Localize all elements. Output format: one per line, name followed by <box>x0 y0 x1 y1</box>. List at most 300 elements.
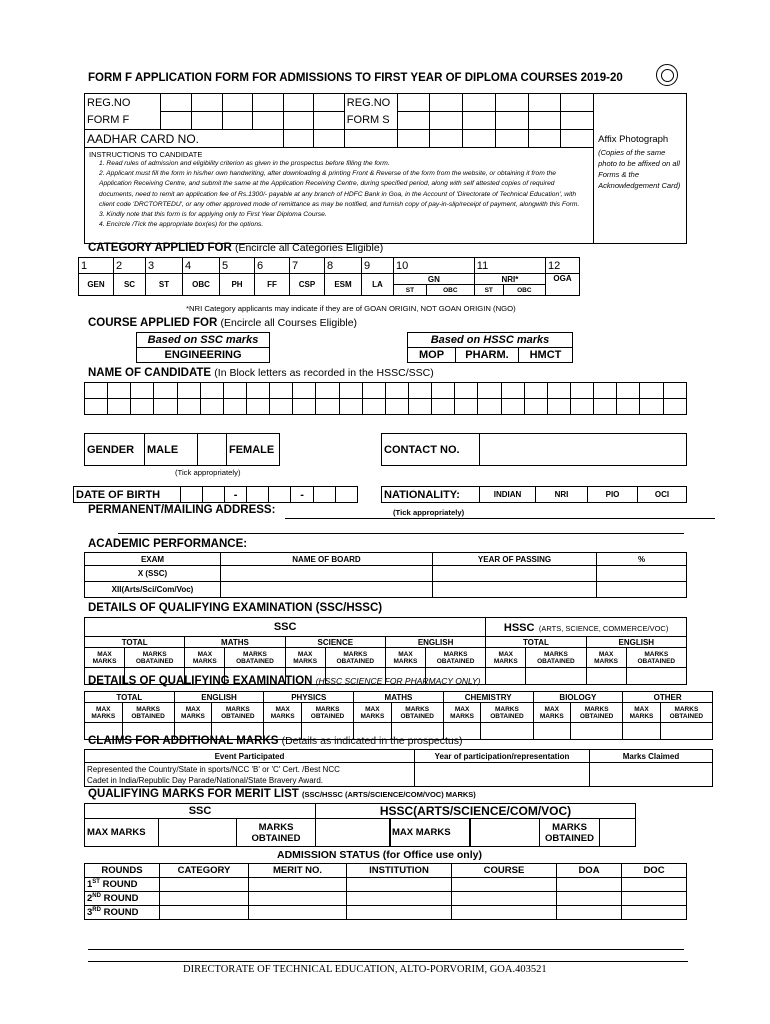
cat-num: 3 <box>146 258 183 274</box>
claims-col-marks: Marks Claimed <box>590 750 713 763</box>
pharmacy-table <box>84 691 713 740</box>
round-text: ROUND <box>103 907 139 919</box>
p-max-label: MAX MARKS <box>623 703 661 723</box>
merit-ssc-obtained-input[interactable] <box>316 819 391 847</box>
qualifying-hssc: HSSC <box>503 622 535 634</box>
merit-ssc-obtained: MARKS OBTAINED <box>237 819 316 847</box>
q-hssc-total: TOTAL <box>486 637 586 648</box>
name-heading: NAME OF CANDIDATE <box>88 367 212 379</box>
contact-input[interactable] <box>480 434 687 466</box>
round-label <box>85 878 160 892</box>
admission-col-course: COURSE <box>452 864 557 878</box>
round-label <box>85 892 160 906</box>
q-marks-input[interactable] <box>486 668 526 685</box>
ssc-course-table <box>136 332 270 363</box>
instructions-heading: INSTRUCTIONS TO CANDIDATE <box>89 150 203 159</box>
name-letter-box[interactable] <box>455 383 478 399</box>
q-obtained-label: MARKS OBATAINED <box>626 648 686 668</box>
name-letter-box[interactable] <box>85 399 108 415</box>
name-letter-box[interactable] <box>478 399 501 415</box>
claims-note: (Details as indicated in the prospectus) <box>281 735 463 747</box>
admission-cell[interactable] <box>160 892 249 906</box>
name-letter-box[interactable] <box>223 383 246 399</box>
cat-gn: GN <box>394 274 475 285</box>
hssc-course-table <box>407 332 573 363</box>
name-letter-box[interactable] <box>316 383 339 399</box>
merit-hssc-obtained-box[interactable] <box>600 819 636 847</box>
academic-table <box>84 552 687 598</box>
emblem-icon <box>656 64 678 86</box>
reg-box[interactable] <box>191 94 222 112</box>
academic-heading: ACADEMIC PERFORMANCE: <box>88 538 248 550</box>
gender-male[interactable]: MALE <box>145 434 198 466</box>
cat-nri: NRI* <box>474 274 545 285</box>
cat-ph[interactable]: PH <box>220 274 255 296</box>
name-letter-box[interactable] <box>177 383 200 399</box>
hssc-based-label: Based on HSSC marks <box>408 333 573 348</box>
q-obtained-label: MARKS OBATAINED <box>425 648 485 668</box>
admission-cell[interactable] <box>557 892 622 906</box>
aadhar-box[interactable] <box>430 130 463 148</box>
admission-col-merit: MERIT NO. <box>249 864 347 878</box>
claims-row-text: Represented the Country/State in sports/NCC 'B' or 'C' Cert. /Best NCC <box>87 764 340 774</box>
academic-col-percent: % <box>597 553 687 566</box>
admission-col-rounds: ROUNDS <box>85 864 160 878</box>
name-letter-box[interactable] <box>455 399 478 415</box>
name-letter-box[interactable] <box>200 383 223 399</box>
name-letter-box[interactable] <box>108 383 131 399</box>
cat-num: 7 <box>290 258 325 274</box>
instruction-item: 4. Encircle /Tick the appropriate box(es) for the options. <box>99 221 264 229</box>
admission-cell[interactable] <box>160 906 249 920</box>
name-letter-box[interactable] <box>408 399 431 415</box>
q-max-label: MAX MARKS <box>385 648 425 668</box>
reg-box[interactable] <box>314 112 345 130</box>
q-obtained-label: MARKS OBATAINED <box>225 648 285 668</box>
p-subject: CHEMISTRY <box>443 692 533 703</box>
dob-box[interactable] <box>335 487 357 503</box>
name-letter-box[interactable] <box>246 399 269 415</box>
reg-box[interactable] <box>463 112 496 130</box>
admission-cell[interactable] <box>452 878 557 892</box>
claims-marks-input[interactable] <box>590 763 713 787</box>
dob-sep: - <box>225 487 247 503</box>
p-obtained-label: MARKS OBTAINED <box>212 703 264 723</box>
merit-hssc-obtained: MARKS OBTAINED <box>540 819 600 847</box>
name-letter-box[interactable] <box>293 383 316 399</box>
p-max-label: MAX MARKS <box>264 703 302 723</box>
address-line[interactable] <box>285 518 715 519</box>
name-letter-box[interactable] <box>617 383 640 399</box>
course-pharm[interactable]: PHARM. <box>456 348 519 363</box>
instruction-item: 2. Applicant must fill the form in his/her own handwriting, after downloading & printing Front & Reverse of the form from the website, or obtaining it from the Application Receiving Centre, and submit the same at the Application Receiving Centre, during specified period, along with self attested copies of required documents, need to remit an application fee of Rs.1300/- payable at any branch of HDFC Bank in Goa, in the Account of 'Directorate of Technical Education', with client code 'DRCTORTEDU', or any other approved mode of remittance as may be notified, and furnish copy of pay-in-slip/receipt of payment, alongwith this Form. <box>99 170 580 208</box>
p-obtained-label: MARKS OBTAINED <box>660 703 712 723</box>
q-max-label: MAX MARKS <box>285 648 325 668</box>
merit-hssc-max-box[interactable] <box>470 819 540 847</box>
aadhar-box[interactable] <box>463 130 496 148</box>
aadhar-box[interactable] <box>561 130 594 148</box>
academic-cell[interactable] <box>433 566 597 582</box>
claims-col-event: Event Participated <box>85 750 415 763</box>
academic-row-hssc: XII(Arts/Sci/Com/Voc) <box>85 582 221 598</box>
pharmacy-heading: DETAILS OF QUALIFYING EXAMINATION <box>88 675 313 687</box>
name-grid[interactable] <box>84 382 687 415</box>
claims-table <box>84 749 713 787</box>
cat-la[interactable]: LA <box>362 274 394 296</box>
q-obtained-label: MARKS OBATAINED <box>526 648 586 668</box>
cat-num: 8 <box>325 258 362 274</box>
name-letter-box[interactable] <box>594 383 617 399</box>
cat-esm[interactable]: ESM <box>325 274 362 296</box>
academic-col-exam: EXAM <box>85 553 221 566</box>
cat-num: 9 <box>362 258 394 274</box>
name-letter-box[interactable] <box>524 399 547 415</box>
reg-box[interactable] <box>314 94 345 112</box>
q-marks-input[interactable] <box>586 668 626 685</box>
admission-table <box>84 863 687 920</box>
round-sup: ST <box>92 878 100 885</box>
p-marks-input[interactable] <box>571 723 623 740</box>
dob-label: DATE OF BIRTH <box>74 487 181 503</box>
category-table <box>78 257 580 296</box>
admission-cell[interactable] <box>249 892 347 906</box>
cat-num: 5 <box>220 258 255 274</box>
p-obtained-label: MARKS OBTAINED <box>481 703 533 723</box>
merit-ssc: SSC <box>85 804 316 819</box>
cat-oga[interactable]: OGA <box>546 274 580 296</box>
admission-cell[interactable] <box>160 878 249 892</box>
claims-year-input[interactable] <box>415 763 590 787</box>
address-line[interactable] <box>118 533 684 534</box>
nationality-table <box>381 486 687 503</box>
q-max-label: MAX MARKS <box>486 648 526 668</box>
admission-cell[interactable] <box>622 906 687 920</box>
cat-num: 11 <box>474 258 545 274</box>
p-marks-input[interactable] <box>481 723 533 740</box>
nat-nri[interactable]: NRI <box>536 487 588 503</box>
reg-box[interactable] <box>253 112 284 130</box>
name-letter-box[interactable] <box>154 399 177 415</box>
p-subject: BIOLOGY <box>533 692 623 703</box>
pharmacy-note: (HSSC SCIENCE FOR PHARMACY ONLY) <box>315 676 481 686</box>
q-ssc-maths: MATHS <box>185 637 285 648</box>
academic-cell[interactable] <box>597 566 687 582</box>
name-letter-box[interactable] <box>154 383 177 399</box>
p-subject: TOTAL <box>85 692 175 703</box>
course-note: (Encircle all Courses Eligible) <box>220 317 358 329</box>
p-max-label: MAX MARKS <box>174 703 212 723</box>
aadhar-box[interactable] <box>314 130 345 148</box>
reg-box[interactable] <box>283 94 314 112</box>
q-obtained-label: MARKS OBATAINED <box>325 648 385 668</box>
cat-st[interactable]: ST <box>146 274 183 296</box>
admission-col-institution: INSTITUTION <box>347 864 452 878</box>
p-max-label: MAX MARKS <box>85 703 123 723</box>
course-heading: COURSE APPLIED FOR <box>88 317 218 329</box>
p-max-label: MAX MARKS <box>443 703 481 723</box>
p-subject: MATHS <box>354 692 444 703</box>
cat-gen[interactable]: GEN <box>79 274 114 296</box>
footer-rule <box>88 949 684 950</box>
name-letter-box[interactable] <box>432 399 455 415</box>
nat-oci[interactable]: OCI <box>638 487 687 503</box>
dob-sep: - <box>291 487 313 503</box>
name-letter-box[interactable] <box>524 383 547 399</box>
name-letter-box[interactable] <box>570 383 593 399</box>
qualifying-ssc: SSC <box>85 618 486 637</box>
p-marks-input[interactable] <box>623 723 661 740</box>
admission-cell[interactable] <box>452 906 557 920</box>
name-letter-box[interactable] <box>408 383 431 399</box>
name-letter-box[interactable] <box>177 399 200 415</box>
address-tick-note: (Tick appropriately) <box>393 508 465 517</box>
cat-gn-st[interactable]: ST <box>394 285 427 296</box>
q-ssc-total: TOTAL <box>85 637 185 648</box>
name-letter-box[interactable] <box>270 383 293 399</box>
name-letter-box[interactable] <box>339 383 362 399</box>
q-max-label: MAX MARKS <box>185 648 225 668</box>
reg-no-s-label: REG.NO <box>344 94 397 112</box>
dob-box[interactable] <box>180 487 202 503</box>
nat-indian[interactable]: INDIAN <box>480 487 536 503</box>
reg-box[interactable] <box>283 112 314 130</box>
cat-num: 10 <box>394 258 475 274</box>
admission-col-doa: DOA <box>557 864 622 878</box>
q-ssc-science: SCIENCE <box>285 637 385 648</box>
claims-heading: CLAIMS FOR ADDITIONAL MARKS <box>88 735 279 747</box>
reg-box[interactable] <box>191 112 222 130</box>
name-letter-box[interactable] <box>246 383 269 399</box>
admission-cell[interactable] <box>347 906 452 920</box>
gender-tick-note: (Tick appropriately) <box>175 468 241 477</box>
round-sup: RD <box>92 906 101 913</box>
cat-nri-st[interactable]: ST <box>474 285 503 296</box>
name-letter-box[interactable] <box>131 399 154 415</box>
address-label: PERMANENT/MAILING ADDRESS: <box>88 504 276 516</box>
name-letter-box[interactable] <box>501 399 524 415</box>
round-num: 2 <box>87 893 93 905</box>
cat-ff[interactable]: FF <box>255 274 290 296</box>
gender-table <box>84 433 280 466</box>
reg-box[interactable] <box>463 94 496 112</box>
reg-box[interactable] <box>253 94 284 112</box>
cat-num: 2 <box>114 258 146 274</box>
contact-table <box>381 433 687 466</box>
reg-box[interactable] <box>161 94 192 112</box>
p-marks-input[interactable] <box>533 723 571 740</box>
photo-title: Affix Photograph <box>598 134 669 145</box>
round-label <box>85 906 160 920</box>
reg-box[interactable] <box>561 94 594 112</box>
dob-box[interactable] <box>269 487 291 503</box>
name-letter-box[interactable] <box>663 399 686 415</box>
admission-cell[interactable] <box>249 878 347 892</box>
aadhar-box[interactable] <box>528 130 561 148</box>
course-engineering[interactable]: ENGINEERING <box>137 348 270 363</box>
name-letter-box[interactable] <box>594 399 617 415</box>
p-marks-input[interactable] <box>660 723 712 740</box>
name-letter-box[interactable] <box>617 399 640 415</box>
category-footnote: *NRI Category applicants may indicate if they are of GOAN ORIGIN, NOT GOAN ORIGIN (NGO) <box>186 304 516 313</box>
name-letter-box[interactable] <box>200 399 223 415</box>
admission-cell[interactable] <box>622 878 687 892</box>
name-letter-box[interactable] <box>663 383 686 399</box>
form-s-label: FORM S <box>344 112 397 130</box>
p-subject: PHYSICS <box>264 692 354 703</box>
aadhar-box[interactable] <box>495 130 528 148</box>
name-letter-box[interactable] <box>270 399 293 415</box>
cat-num: 6 <box>255 258 290 274</box>
q-hssc-english: ENGLISH <box>586 637 686 648</box>
name-letter-box[interactable] <box>362 383 385 399</box>
p-max-label: MAX MARKS <box>533 703 571 723</box>
admission-cell[interactable] <box>347 878 452 892</box>
admission-cell[interactable] <box>557 906 622 920</box>
merit-heading: QUALIFYING MARKS FOR MERIT LIST <box>88 788 299 800</box>
admission-cell[interactable] <box>557 878 622 892</box>
name-letter-box[interactable] <box>570 399 593 415</box>
q-obtained-label: MARKS OBATAINED <box>125 648 185 668</box>
cat-gn-obc[interactable]: OBC <box>426 285 474 296</box>
admission-cell[interactable] <box>347 892 452 906</box>
name-note: (In Block letters as recorded in the HSSC/SSC) <box>214 367 434 379</box>
name-letter-box[interactable] <box>547 399 570 415</box>
dob-box[interactable] <box>202 487 224 503</box>
dob-box[interactable] <box>247 487 269 503</box>
reg-no-f-label: REG.NO <box>85 94 161 112</box>
aadhar-box[interactable] <box>283 130 314 148</box>
category-heading: CATEGORY APPLIED FOR <box>88 242 232 254</box>
academic-cell[interactable] <box>221 566 433 582</box>
footer-rule <box>88 961 688 962</box>
round-num: 1 <box>87 879 93 891</box>
category-note: (Encircle all Categories Eligible) <box>234 242 384 254</box>
name-letter-box[interactable] <box>362 399 385 415</box>
reg-box[interactable] <box>222 94 253 112</box>
q-marks-input[interactable] <box>626 668 686 685</box>
name-letter-box[interactable] <box>108 399 131 415</box>
name-letter-box[interactable] <box>640 399 663 415</box>
name-letter-box[interactable] <box>478 383 501 399</box>
name-letter-box[interactable] <box>85 383 108 399</box>
form-title: FORM F APPLICATION FORM FOR ADMISSIONS TO FIRST YEAR OF DIPLOMA COURSES 2019-20 <box>88 72 623 84</box>
merit-hssc-row <box>389 818 636 847</box>
p-subject: ENGLISH <box>174 692 264 703</box>
merit-ssc-max-input[interactable] <box>159 819 237 847</box>
round-text: ROUND <box>102 879 138 891</box>
dob-box[interactable] <box>313 487 335 503</box>
merit-hssc: HSSC(ARTS/SCIENCE/COM/VOC) <box>316 804 636 819</box>
admission-cell[interactable] <box>249 906 347 920</box>
admission-cell[interactable] <box>622 892 687 906</box>
reg-box[interactable] <box>430 94 463 112</box>
q-max-label: MAX MARKS <box>586 648 626 668</box>
form-f-label: FORM F <box>85 112 161 130</box>
course-mop[interactable]: MOP <box>408 348 456 363</box>
claims-row-text: Cadet in India/Republic Day Parade/National/State Bravery Award. <box>87 775 323 785</box>
name-letter-box[interactable] <box>223 399 246 415</box>
gender-male-box[interactable] <box>198 434 227 466</box>
merit-ssc-max: MAX MARKS <box>85 819 159 847</box>
p-subject: OTHER <box>623 692 713 703</box>
cat-num: 4 <box>183 258 220 274</box>
reg-box[interactable] <box>397 94 430 112</box>
dob-table <box>73 486 358 503</box>
header-table <box>84 93 687 244</box>
instruction-item: 1. Read rules of admission and eligibility criterion as given in the prospectus before filling the form. <box>99 160 390 167</box>
aadhar-box[interactable] <box>397 130 430 148</box>
p-obtained-label: MARKS OBTAINED <box>301 703 353 723</box>
photo-note: (Copies of the same photo to be affixed on all Forms & the Acknowledgement Card) <box>598 148 681 190</box>
contact-label: CONTACT NO. <box>382 434 480 466</box>
reg-box[interactable] <box>495 112 528 130</box>
course-hmct[interactable]: HMCT <box>519 348 573 363</box>
reg-box[interactable] <box>528 94 561 112</box>
instruction-item: 3. Kindly note that this form is for applying only to First Year Diploma Course. <box>99 211 327 219</box>
academic-cell[interactable] <box>221 582 433 598</box>
academic-col-board: NAME OF BOARD <box>221 553 433 566</box>
reg-box[interactable] <box>161 112 192 130</box>
nat-pio[interactable]: PIO <box>588 487 638 503</box>
name-letter-box[interactable] <box>316 399 339 415</box>
admission-col-doc: DOC <box>622 864 687 878</box>
academic-cell[interactable] <box>597 582 687 598</box>
claims-col-year: Year of participation/representation <box>415 750 590 763</box>
reg-box[interactable] <box>495 94 528 112</box>
reg-box[interactable] <box>528 112 561 130</box>
academic-cell[interactable] <box>433 582 597 598</box>
merit-hssc-max: MAX MARKS <box>390 819 470 847</box>
cat-obc[interactable]: OBC <box>183 274 220 296</box>
admission-cell[interactable] <box>452 892 557 906</box>
footer-text: DIRECTORATE OF TECHNICAL EDUCATION, ALTO-PORVORIM, GOA.403521 <box>183 964 547 975</box>
name-letter-box[interactable] <box>640 383 663 399</box>
reg-box[interactable] <box>561 112 594 130</box>
p-max-label: MAX MARKS <box>354 703 392 723</box>
reg-box[interactable] <box>430 112 463 130</box>
name-letter-box[interactable] <box>385 383 408 399</box>
ssc-based-label: Based on SSC marks <box>137 333 270 348</box>
round-sup: ND <box>92 892 101 899</box>
name-letter-box[interactable] <box>547 383 570 399</box>
admission-heading: ADMISSION STATUS (for Office use only) <box>277 849 482 861</box>
name-letter-box[interactable] <box>432 383 455 399</box>
qualifying-heading: DETAILS OF QUALIFYING EXAMINATION (SSC/HSSC) <box>88 602 383 614</box>
q-ssc-english: ENGLISH <box>385 637 485 648</box>
nationality-label: NATIONALITY: <box>382 487 480 503</box>
qualifying-hssc-note: (ARTS, SCIENCE, COMMERCE/VOC) <box>538 624 669 633</box>
admission-col-category: CATEGORY <box>160 864 249 878</box>
name-letter-box[interactable] <box>385 399 408 415</box>
gender-label: GENDER <box>85 434 145 466</box>
academic-col-year: YEAR OF PASSING <box>433 553 597 566</box>
round-num: 3 <box>87 907 93 919</box>
gender-female[interactable]: FEMALE <box>227 434 280 466</box>
reg-box[interactable] <box>397 112 430 130</box>
name-letter-box[interactable] <box>293 399 316 415</box>
name-letter-box[interactable] <box>131 383 154 399</box>
aadhar-box[interactable] <box>344 130 397 148</box>
name-letter-box[interactable] <box>339 399 362 415</box>
cat-sc[interactable]: SC <box>114 274 146 296</box>
q-marks-input[interactable] <box>526 668 586 685</box>
reg-box[interactable] <box>222 112 253 130</box>
cat-num: 1 <box>79 258 114 274</box>
p-obtained-label: MARKS OBTAINED <box>122 703 174 723</box>
cat-nri-obc[interactable]: OBC <box>503 285 545 296</box>
cat-csp[interactable]: CSP <box>290 274 325 296</box>
name-letter-box[interactable] <box>501 383 524 399</box>
